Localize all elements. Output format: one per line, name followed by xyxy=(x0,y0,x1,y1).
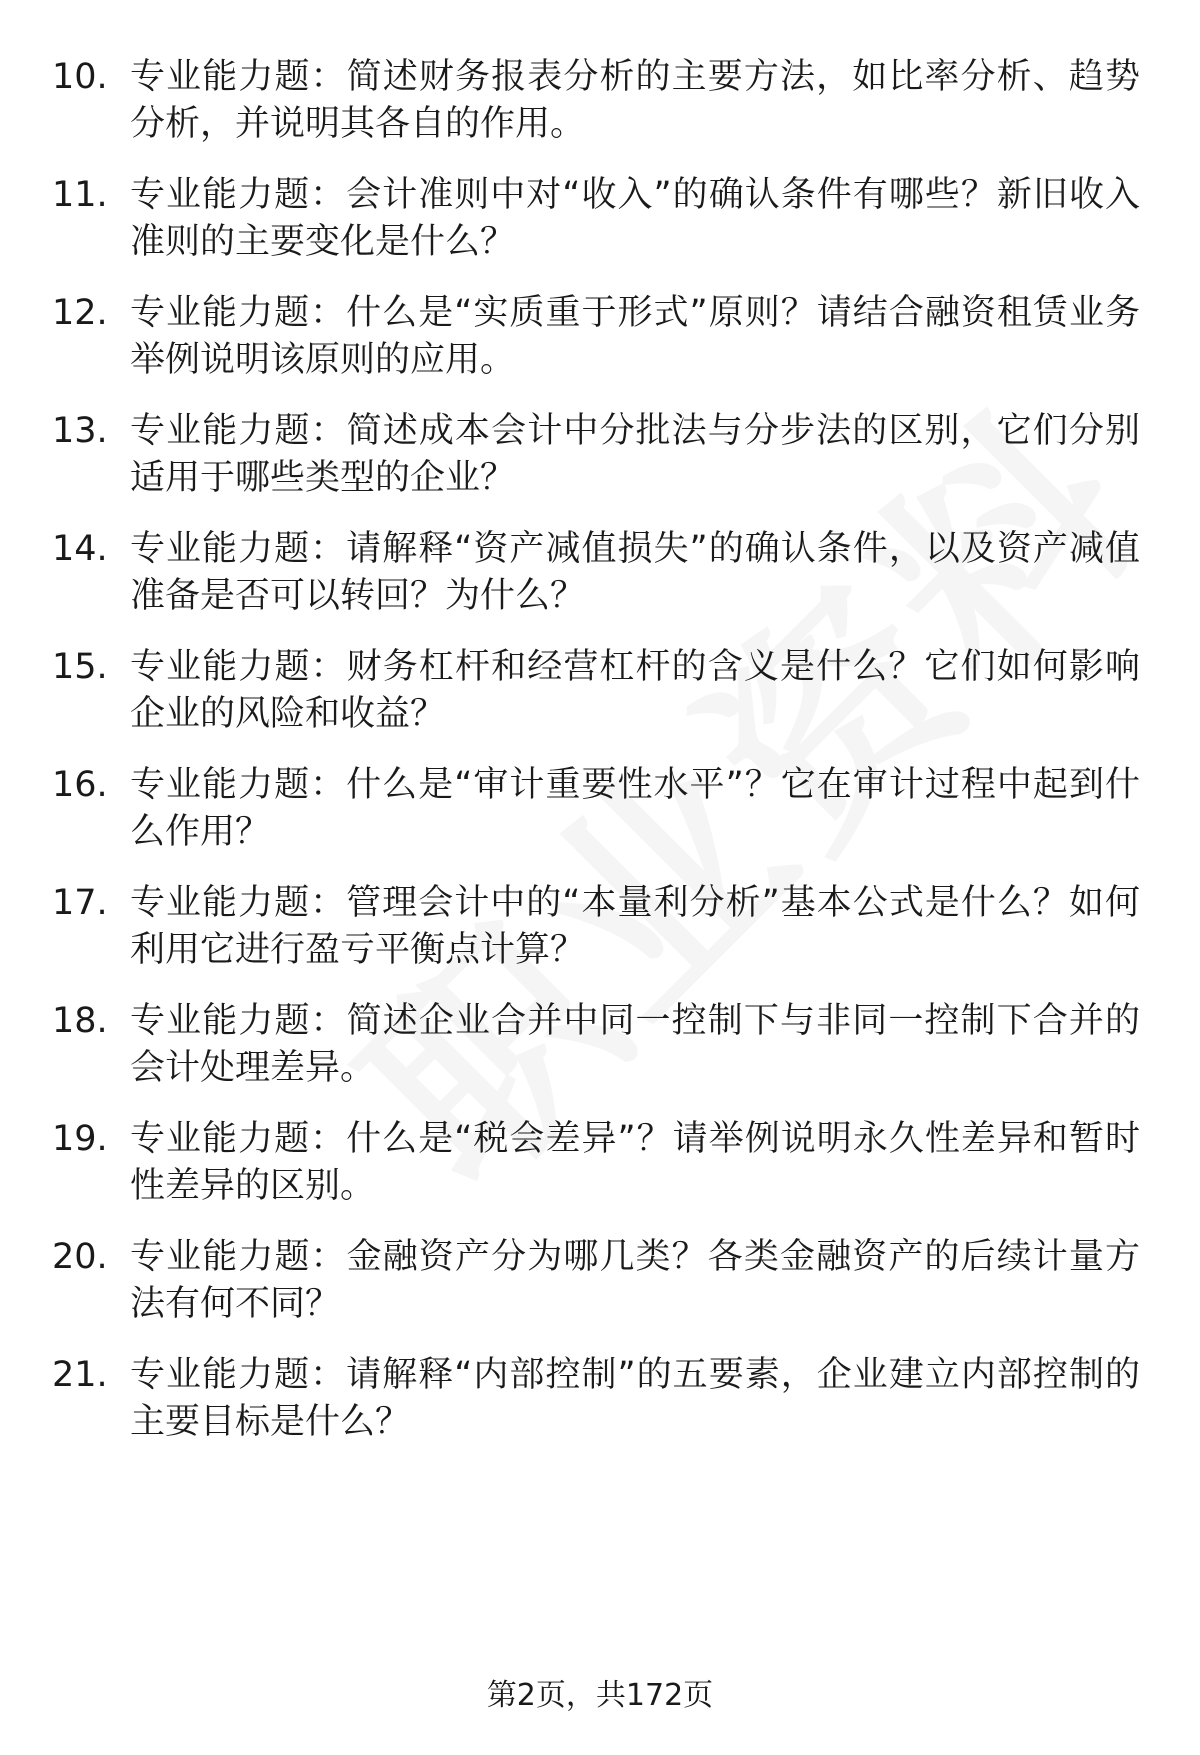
question-number: 14. xyxy=(52,529,108,569)
question-item xyxy=(0,172,1200,282)
question-item xyxy=(0,1234,1200,1344)
question-number: 13. xyxy=(52,411,108,451)
question-item xyxy=(0,644,1200,754)
question-number: 10. xyxy=(52,57,108,97)
question-number: 15. xyxy=(52,647,108,687)
question-text: 专业能力题：简述财务报表分析的主要方法，如比率分析、趋势分析，并说明其各自的作用。 xyxy=(130,57,1140,144)
question-number: 11. xyxy=(52,175,108,215)
question-text: 专业能力题：什么是“实质重于形式”原则？请结合融资租赁业务举例说明该原则的应用。 xyxy=(130,293,1140,380)
question-text: 专业能力题：财务杠杆和经营杠杆的含义是什么？它们如何影响企业的风险和收益？ xyxy=(130,647,1140,734)
question-number: 12. xyxy=(52,293,108,333)
question-item xyxy=(0,762,1200,872)
question-text: 专业能力题：金融资产分为哪几类？各类金融资产的后续计量方法有何不同？ xyxy=(130,1237,1140,1324)
question-item xyxy=(0,880,1200,990)
question-item xyxy=(0,408,1200,518)
question-text: 专业能力题：什么是“税会差异”？请举例说明永久性差异和暂时性差异的区别。 xyxy=(130,1119,1140,1206)
question-text: 专业能力题：管理会计中的“本量利分析”基本公式是什么？如何利用它进行盈亏平衡点计算？ xyxy=(130,883,1140,970)
question-item xyxy=(0,54,1200,164)
question-text: 专业能力题：请解释“内部控制”的五要素，企业建立内部控制的主要目标是什么？ xyxy=(130,1355,1140,1442)
page-footer: 第2页，共172页 xyxy=(486,1678,714,1713)
question-item xyxy=(0,1116,1200,1226)
question-number: 16. xyxy=(52,765,108,805)
question-item xyxy=(0,1352,1200,1462)
question-number: 20. xyxy=(52,1237,108,1277)
question-item xyxy=(0,998,1200,1108)
question-number: 21. xyxy=(52,1355,108,1395)
question-text: 专业能力题：会计准则中对“收入”的确认条件有哪些？新旧收入准则的主要变化是什么？ xyxy=(130,175,1140,262)
question-text: 专业能力题：请解释“资产减值损失”的确认条件，以及资产减值准备是否可以转回？为什么？ xyxy=(130,529,1140,616)
question-number: 19. xyxy=(52,1119,108,1159)
question-text: 专业能力题：简述成本会计中分批法与分步法的区别，它们分别适用于哪些类型的企业？ xyxy=(130,411,1140,498)
question-text: 专业能力题：简述企业合并中同一控制下与非同一控制下合并的会计处理差异。 xyxy=(130,1001,1140,1088)
question-text: 专业能力题：什么是“审计重要性水平”？它在审计过程中起到什么作用？ xyxy=(130,765,1140,852)
question-number: 17. xyxy=(52,883,108,923)
question-item xyxy=(0,526,1200,636)
question-item xyxy=(0,290,1200,400)
question-number: 18. xyxy=(52,1001,108,1041)
